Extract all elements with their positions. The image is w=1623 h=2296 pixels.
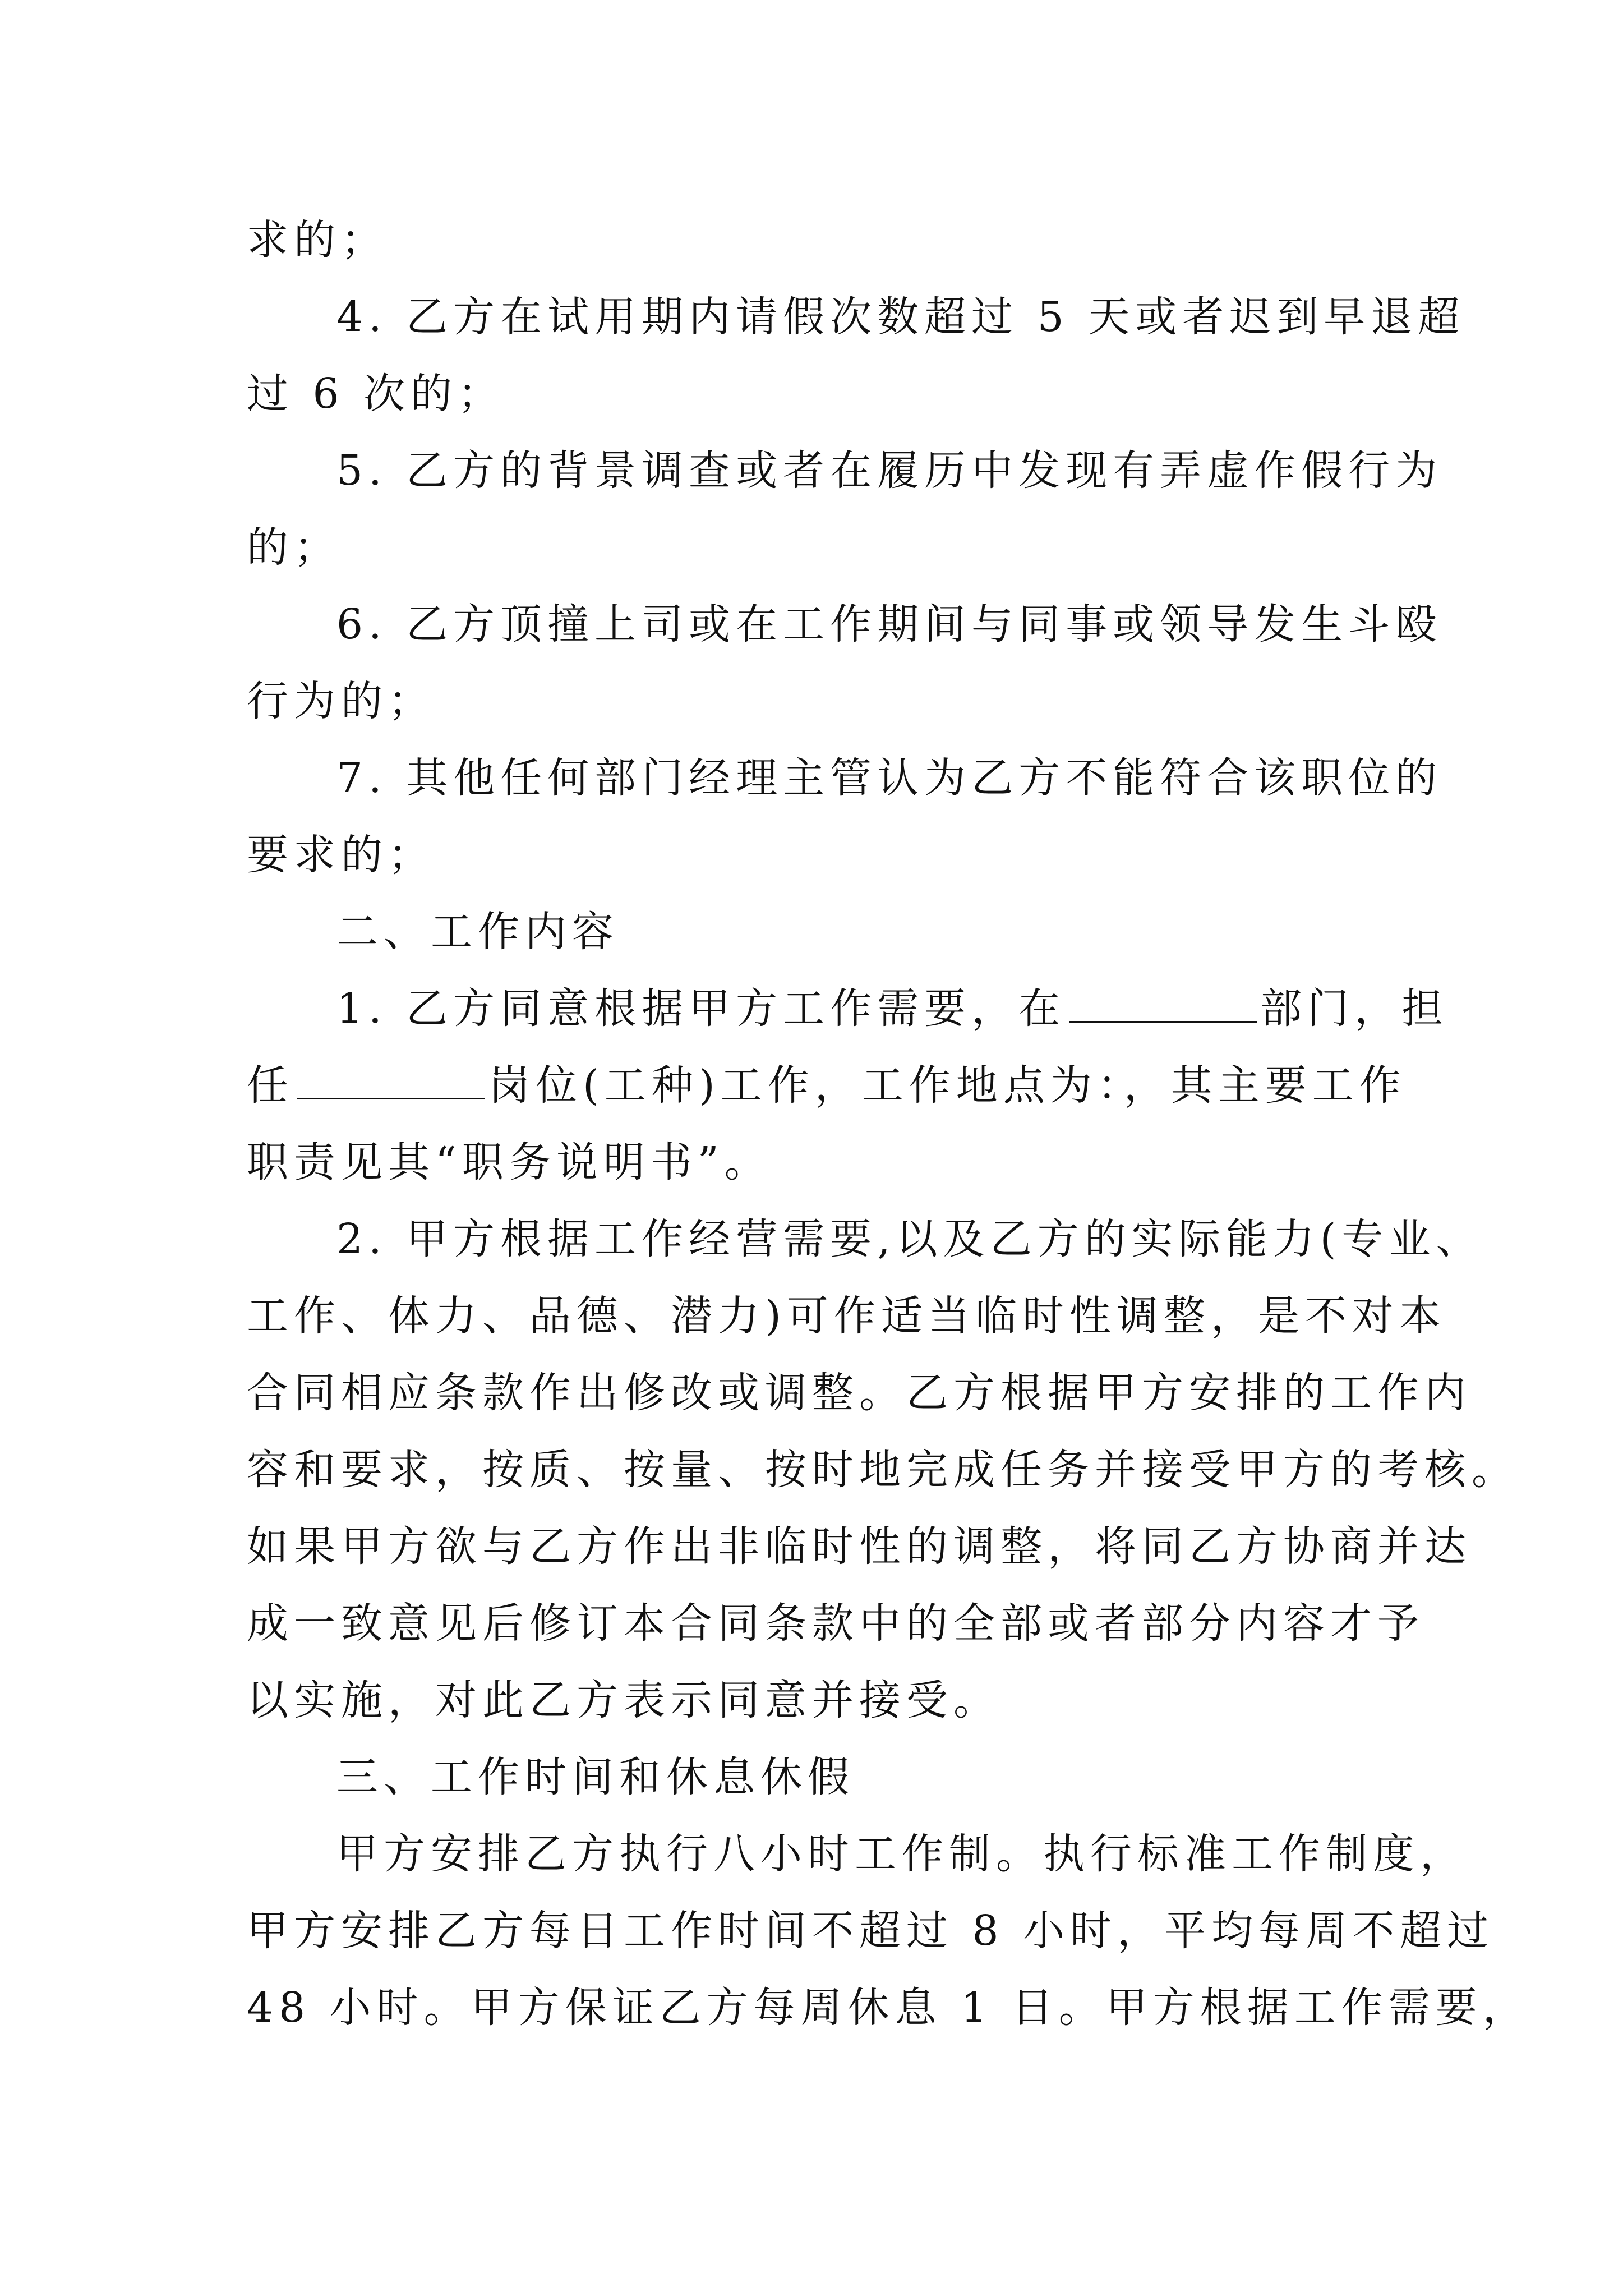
text-line: 职责见其“职务说明书”。 — [247, 1138, 772, 1186]
text-line — [247, 970, 1449, 1047]
text-line: 的； — [247, 523, 341, 572]
document-body — [247, 202, 1530, 2046]
text-line: 要求的； — [247, 831, 435, 879]
text-line: 6. 乙方顶撞上司或在工作期间与同事或领导发生斗殴 — [336, 600, 1443, 648]
text-line: 求的； — [247, 216, 388, 264]
text-segment: 1. 乙方同意根据甲方工作需要，在 — [336, 984, 1066, 1033]
text-line: 2. 甲方根据工作经营需要,以及乙方的实际能力(专业、 — [336, 1215, 1483, 1263]
text-line: 过 6 次的； — [247, 370, 505, 418]
text-line: 容和要求，按质、按量、按时地完成任务并接受甲方的考核。 — [247, 1446, 1519, 1494]
text-line: 工作、体力、品德、潜力)可作适当临时性调整，是不对本 — [247, 1292, 1446, 1340]
text-line: 甲方安排乙方每日工作时间不超过 8 小时，平均每周不超过 — [247, 1907, 1495, 1955]
text-segment: 部门，担 — [1260, 984, 1449, 1033]
text-line: 5. 乙方的背景调查或者在履历中发现有弄虚作假行为 — [336, 447, 1443, 495]
text-line: 甲方安排乙方执行八小时工作制。执行标准工作制度， — [336, 1830, 1467, 1878]
text-line: 成一致意见后修订本合同条款中的全部或者部分内容才予 — [247, 1599, 1424, 1648]
text-line: 以实施，对此乙方表示同意并接受。 — [247, 1676, 1000, 1724]
department-blank — [1069, 979, 1257, 1023]
text-line: 如果甲方欲与乙方作出非临时性的调整，将同乙方协商并达 — [247, 1522, 1472, 1571]
text-line: 7. 其他任何部门经理主管认为乙方不能符合该职位的 — [336, 754, 1443, 802]
section-heading: 二、工作内容 — [336, 908, 619, 956]
text-segment: 任 — [247, 1061, 294, 1110]
text-line: 合同相应条款作出修改或调整。乙方根据甲方安排的工作内 — [247, 1369, 1472, 1417]
text-line — [247, 1047, 1407, 1124]
text-line: 行为的； — [247, 677, 435, 725]
text-line: 4. 乙方在试用期内请假次数超过 5 天或者迟到早退超 — [336, 293, 1465, 341]
position-blank — [297, 1056, 485, 1099]
text-segment: 岗位(工种)工作，工作地点为：，其主要工作 — [488, 1061, 1407, 1110]
section-heading: 三、工作时间和休息休假 — [336, 1753, 855, 1801]
text-line: 48 小时。甲方保证乙方每周休息 1 日。甲方根据工作需要， — [247, 1984, 1530, 2032]
